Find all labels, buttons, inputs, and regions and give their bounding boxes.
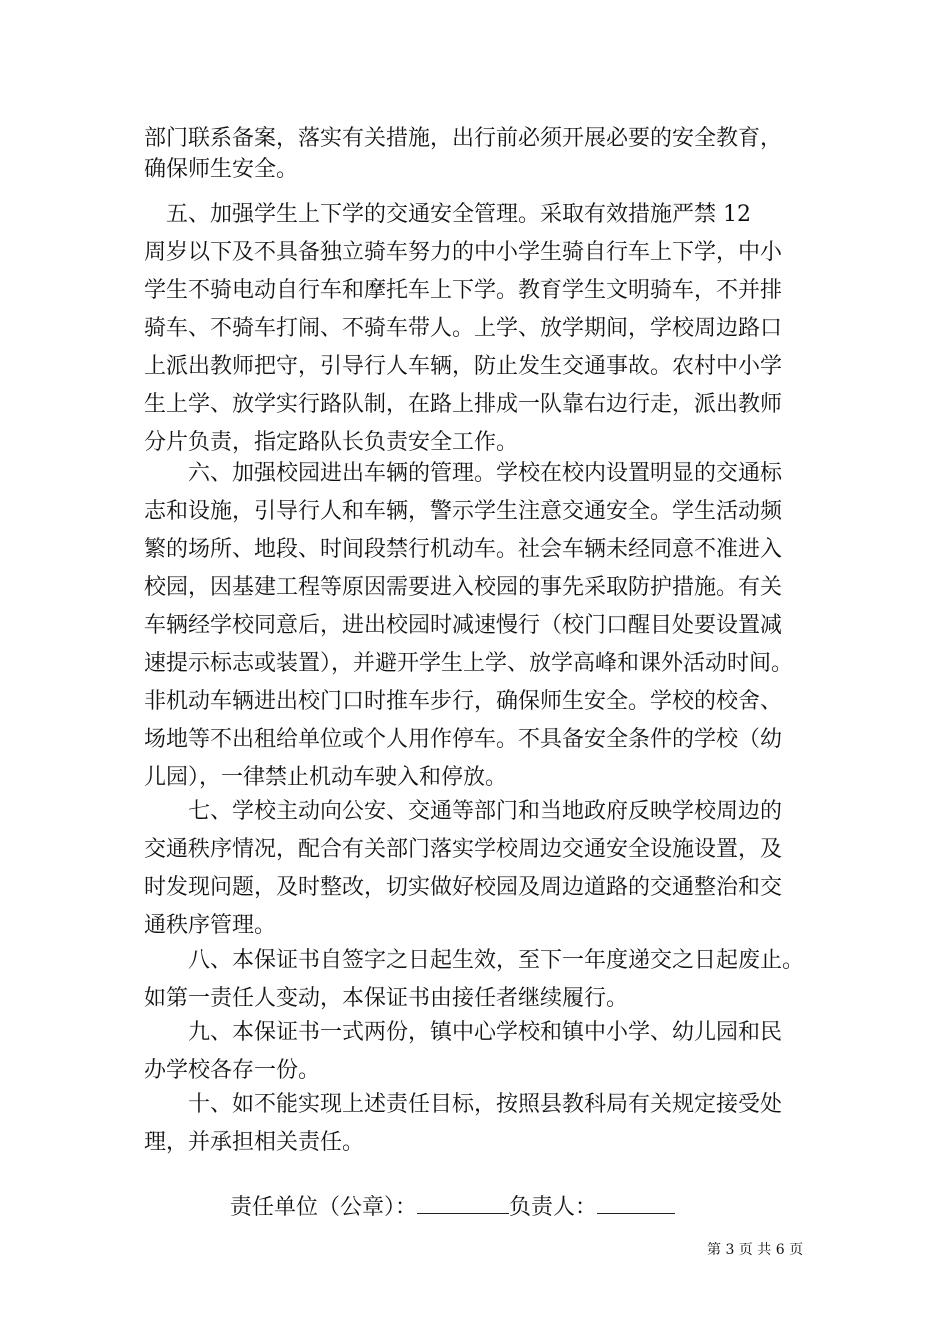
text-line: 九、本保证书一式两份，镇中心学校和镇中小学、幼儿园和民: [144, 1020, 783, 1045]
text-line: 确保师生安全。: [144, 157, 299, 182]
text-line: 生上学、放学实行路队制，在路上排成一队靠右边行走，派出教师: [144, 392, 783, 417]
page-number: 第 3 页 共 6 页: [707, 1242, 804, 1258]
text-line: 儿园），一律禁止机动车驶入和停放。: [144, 765, 508, 790]
text-line: 通秩序管理。: [144, 913, 277, 938]
text-line: 学生不骑电动自行车和摩托车上下学。教育学生文明骑车，不并排: [144, 278, 783, 303]
text-line: 校园，因基建工程等原因需要进入校园的事先采取防护措施。有关: [144, 575, 783, 600]
responsible-person-blank: [597, 1191, 675, 1214]
text-line: 八、本保证书自签字之日起生效，至下一年度递交之日起废止。: [144, 948, 805, 973]
text-line: 部门联系备案，落实有关措施，出行前必须开展必要的安全教育，: [144, 126, 783, 151]
text-line: 志和设施，引导行人和车辆，警示学生注意交通安全。学生活动频: [144, 499, 783, 524]
text-line: 七、学校主动向公安、交通等部门和当地政府反映学校周边的: [144, 799, 783, 824]
text-line: 时发现问题，及时整改，切实做好校园及周边道路的交通整治和交: [144, 875, 783, 900]
text-line: 周岁以下及不具备独立骑车努力的中小学生骑自行车上下学，中小: [144, 240, 783, 265]
responsible-person-label: 负责人：: [509, 1195, 598, 1220]
text-line: 分片负责，指定路队长负责安全工作。: [144, 430, 519, 455]
responsible-unit-blank: [417, 1191, 509, 1214]
text-line: 十、如不能实现上述责任目标，按照县教科局有关规定接受处: [144, 1092, 783, 1117]
text-line: 骑车、不骑车打闹、不骑车带人。上学、放学期间，学校周边路口: [144, 316, 783, 341]
text-line: 上派出教师把守，引导行人车辆，防止发生交通事故。农村中小学: [144, 354, 783, 379]
text-line: 六、加强校园进出车辆的管理。学校在校内设置明显的交通标: [144, 461, 783, 486]
text-line: 繁的场所、地段、时间段禁行机动车。社会车辆未经同意不准进入: [144, 537, 783, 562]
text-line: 场地等不出租给单位或个人用作停车。不具备安全条件的学校（幼: [144, 727, 783, 752]
text-line: 如第一责任人变动，本保证书由接任者继续履行。: [144, 986, 629, 1011]
text-line: 速提示标志或装置），并避开学生上学、放学高峰和课外活动时间。: [144, 651, 794, 676]
text-line: 办学校各存一份。: [144, 1058, 321, 1083]
responsible-unit-label: 责任单位（公章）：: [229, 1195, 417, 1220]
signature-line: [202, 1161, 675, 1253]
text-line: 五、加强学生上下学的交通安全管理。采取有效措施严禁 12: [144, 202, 751, 227]
text-line: 车辆经学校同意后，进出校园时减速慢行（校门口醒目处要设置减: [144, 613, 783, 638]
text-line: 理，并承担相关责任。: [144, 1130, 365, 1155]
text-line: 交通秩序情况，配合有关部门落实学校周边交通安全设施设置，及: [144, 837, 783, 862]
text-line: 非机动车辆进出校门口时推车步行，确保师生安全。学校的校舍、: [144, 689, 783, 714]
